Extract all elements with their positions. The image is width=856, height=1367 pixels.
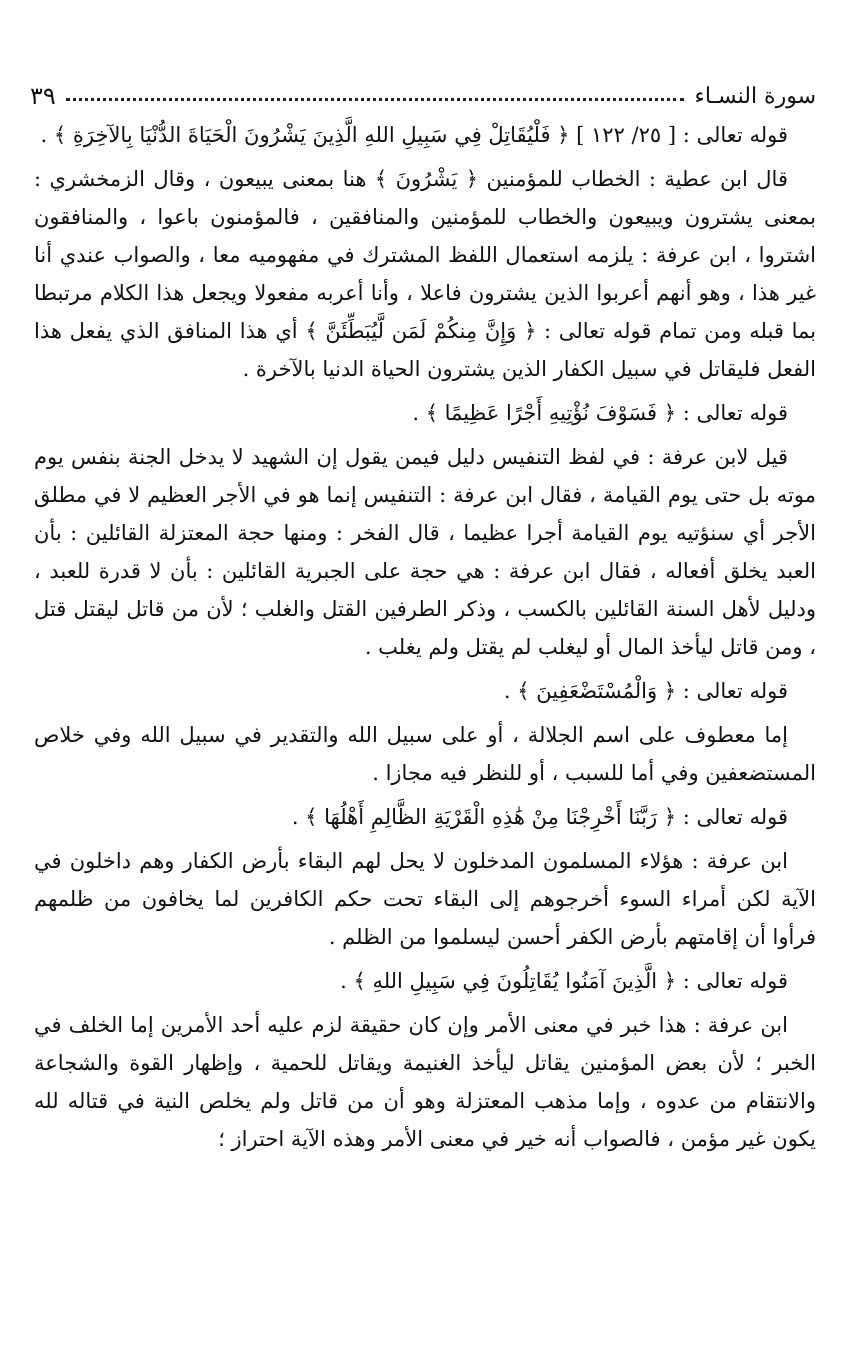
paragraph: قيل لابن عرفة : في لفظ التنفيس دليل فيمن يقول إن الشهيد لا يدخل الجنة بنفس يوم موته بل حتى يوم القيامة ، فقال ابن عرفة : التنفيس إنما هو في الأجر العظيم لا في مطلق الأجر أي سنؤتيه يوم القيامة أجرا عظيما ، قال الفخر : ومنها حجة المعتزلة القائلين : بأن العبد يخلق أفعاله ، فقال ابن عرفة : هي حجة على الجبرية القائلين : بأن لا قدرة للعبد ، ودليل لأهل السنة القائلين بالكسب ، وذكر الطرفين القتل والغلب ؛ لأن من قاتل ليقتل قتل ، ومن قاتل ليأخذ المال أو ليغلب لم يقتل ولم يغلب . (34, 445, 816, 659)
paragraph: ابن عرفة : هؤلاء المسلمون المدخلون لا يحل لهم البقاء بأرض الكفار وهم داخلون في الآية لكن أمراء السوء أخرجوهم إلى البقاء تحت حكم الكافرين لما يخافون من ظلمهم فرأوا أن إقامتهم بأرض الكفر أحسن ليسلموا من الظلم . (34, 849, 816, 949)
paragraph: قال ابن عطية : الخطاب للمؤمنين ﴿ يَشْرُونَ ﴾ هنا بمعنى يبيعون ، وقال الزمخشري : بمعنى يشترون ويبيعون والخطاب للمؤمنين والمنافقين ، فالمؤمنون باعوا ، والمنافقون اشتروا ، ابن عرفة : يلزمه استعمال اللفظ المشترك في مفهوميه معا ، والصواب عندي أنا غير هذا ، وهو أنهم أعربوا الذين يشترون فاعلا ، وأنا أعربه مفعولا ويجعل هذا الكلام مرتبطا بما قبله ومن تمام قوله تعالى : ﴿ وَإِنَّ مِنكُمْ لَمَن لَّيُبَطِّئَنَّ ﴾ أي هذا المنافق الذي يفعل هذا الفعل فليقاتل في سبيل الكفار الذين يشترون الحياة الدنيا بالآخرة . (34, 167, 816, 381)
page-body (34, 116, 816, 1164)
surah-title: سورة النسـاء (694, 83, 816, 109)
paragraph: قوله تعالى : ﴿ الَّذِينَ آمَنُوا يُقَاتِلُونَ فِي سَبِيلِ اللهِ ﴾ . (340, 969, 788, 993)
paragraph: قوله تعالى : [ ٢٥/ ١٢٢ ] ﴿ فَلْيُقَاتِلْ فِي سَبِيلِ اللهِ الَّذِينَ يَشْرُونَ الْحَيَاةَ الدُّنْيَا بِالآخِرَةِ ﴾ . (40, 123, 788, 147)
dotted-leader (66, 92, 685, 101)
paragraph: قوله تعالى : ﴿ فَسَوْفَ نُؤْتِيهِ أَجْرًا عَظِيمًا ﴾ . (412, 401, 788, 425)
paragraph: قوله تعالى : ﴿ رَبَّنَا أَخْرِجْنَا مِنْ هَٰذِهِ الْقَرْيَةِ الظَّالِمِ أَهْلُهَا ﴾ . (291, 805, 788, 829)
page-number: ٣٩ (30, 82, 56, 110)
paragraph: ابن عرفة : هذا خبر في معنى الأمر وإن كان حقيقة لزم عليه أحد الأمرين إما الخلف في الخبر ؛ لأن بعض المؤمنين يقاتل ليأخذ الغنيمة ويقاتل للحمية ، وإظهار القوة والشجاعة والانتقام من عدوه ، وإما مذهب المعتزلة وهو أن من قاتل ولم يخلص النية في قتاله لله يكون غير مؤمن ، فالصواب أنه خير في معنى الأمر وهذه الآية احتراز ؛ (34, 1013, 816, 1151)
paragraph: قوله تعالى : ﴿ وَالْمُسْتَضْعَفِينَ ﴾ . (503, 679, 788, 703)
paragraph: إما معطوف على اسم الجلالة ، أو على سبيل الله والتقدير في سبيل الله وفي خلاص المستضعفين وفي أما للسبب ، أو للنظر فيه مجازا . (34, 723, 816, 785)
running-header (30, 82, 816, 110)
